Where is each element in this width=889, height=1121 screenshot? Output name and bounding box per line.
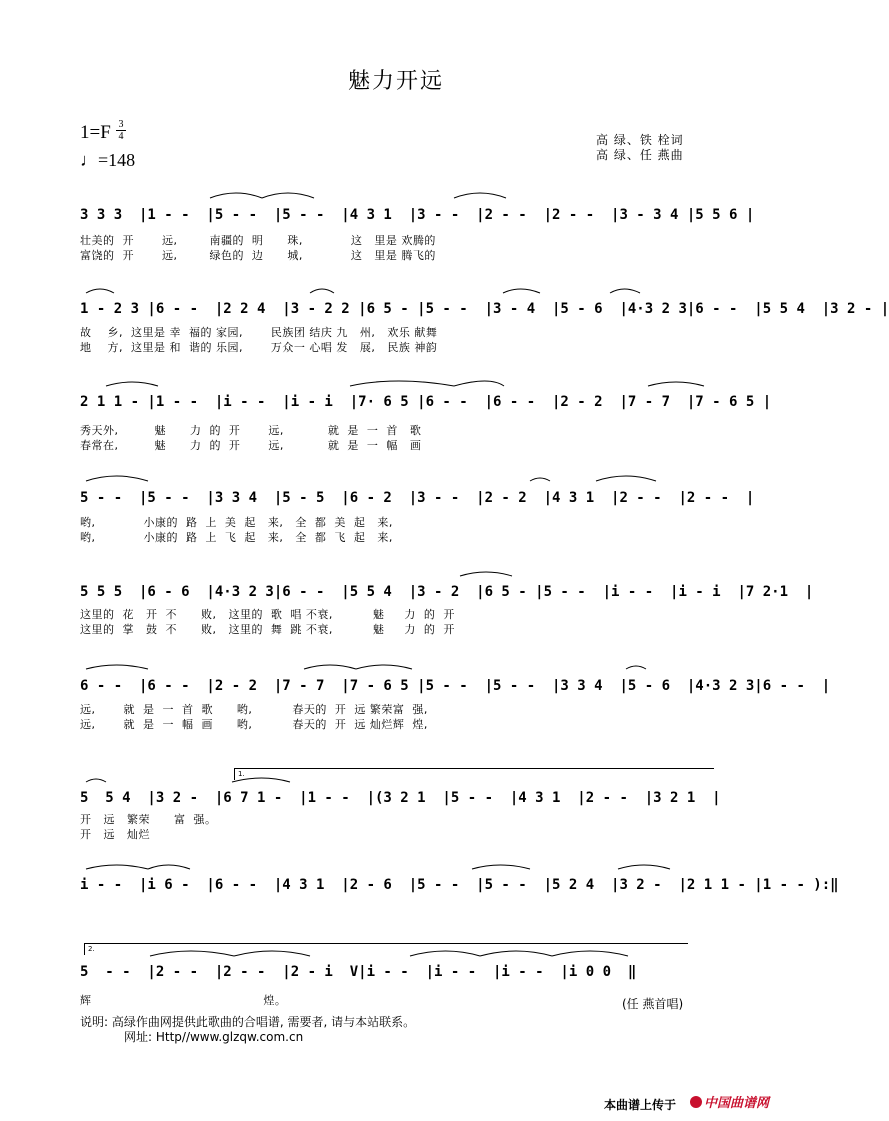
lyric-verse-1: 秀天外, 魅 力 的 开 远, 就 是 一 首 歌 <box>80 424 422 437</box>
first-ending-bracket <box>234 768 714 769</box>
composer-credit: 高 绿、任 燕曲 <box>596 148 684 162</box>
notation-line: 5 - - |5 - - |3 3 4 |5 - 5 |6 - 2 |3 - - |2 - 2 |4 3 1 |2 - - |2 - - | <box>80 490 755 506</box>
lyric-verse-1: 辉 煌。 <box>80 994 287 1007</box>
lyric-verse-1: 哟, 小康的 路 上 美 起 来, 全 都 美 起 来, <box>80 516 393 529</box>
lyric-verse-2: 远, 就 是 一 幅 画 哟, 春天的 开 远 灿烂辉 煌, <box>80 718 428 731</box>
key-signature: 1=F <box>80 122 111 143</box>
notation-line: 2 1 1 - |1 - - |i - - |i - i |7· 6 5 |6 - - |6 - - |2 - 2 |7 - 7 |7 - 6 5 | <box>80 394 772 410</box>
song-title: 魅力开远 <box>347 69 444 94</box>
lyric-verse-2: 开 远 灿烂 <box>80 828 150 841</box>
first-ending-mark: 1. <box>238 770 245 778</box>
notation-line: 3 3 3 |1 - - |5 - - |5 - - |4 3 1 |3 - - |2 - - |2 - - |3 - 3 4 |5 5 6 | <box>80 207 755 223</box>
second-ending-bracket <box>84 943 688 944</box>
notation-line: 5 - - |2 - - |2 - - |2 - i V|i - - |i - - |i - - |i 0 0 ‖ <box>80 964 637 980</box>
lyric-verse-1: 开 远 繁荣 富 强。 <box>80 813 217 826</box>
lyric-verse-2: 地 方, 这里是 和 谐的 乐园, 万众一 心唱 发 展, 民族 神韵 <box>80 341 438 354</box>
lyric-verse-1: 远, 就 是 一 首 歌 哟, 春天的 开 远 繁荣富 强, <box>80 703 428 716</box>
lyricist-credit: 高 绿、铁 栓词 <box>596 133 684 147</box>
footnote-description: 说明: 高绿作曲网提供此歌曲的合唱谱, 需要者, 请与本站联系。 <box>80 1015 416 1029</box>
lyric-verse-1: 这里的 花 开 不 败, 这里的 歌 唱 不衰, 魅 力 的 开 <box>80 608 455 621</box>
upload-label: 本曲谱上传于 <box>604 1098 677 1112</box>
time-signature <box>116 119 126 142</box>
notation-line: 5 5 5 |6 - 6 |4·3 2 3|6 - - |5 5 4 |3 - 2 |6 5 - |5 - - |i - - |i - i |7 2·1 | <box>80 584 814 600</box>
lyric-verse-2: 富饶的 开 远, 绿色的 边 城, 这 里是 腾飞的 <box>80 249 436 262</box>
notation-line: 5 5 4 |3 2 - |6 7 1 - |1 - - |(3 2 1 |5 - - |4 3 1 |2 - - |3 2 1 | <box>80 790 721 806</box>
credits <box>596 133 684 163</box>
lyric-verse-1: 壮美的 开 远, 南疆的 明 珠, 这 里是 欢腾的 <box>80 234 436 247</box>
lyric-verse-2: 这里的 掌 鼓 不 败, 这里的 舞 跳 不衰, 魅 力 的 开 <box>80 623 455 636</box>
first-ending-bracket-edge <box>234 768 235 780</box>
site-logo-text: 中国曲谱网 <box>704 1096 770 1111</box>
second-ending-mark: 2. <box>88 945 95 953</box>
singer-credit: (任 燕首唱) <box>622 997 684 1011</box>
notation-line: 6 - - |6 - - |2 - 2 |7 - 7 |7 - 6 5 |5 - - |5 - - |3 3 4 |5 - 6 |4·3 2 3|6 - - | <box>80 678 831 694</box>
second-ending-bracket-edge <box>84 943 85 955</box>
logo-ball-icon <box>690 1096 702 1108</box>
lyric-verse-2: 春常在, 魅 力 的 开 远, 就 是 一 幅 画 <box>80 439 422 452</box>
footnote <box>80 1015 415 1045</box>
notation-line: i - - |i 6 - |6 - - |4 3 1 |2 - 6 |5 - - |5 - - |5 2 4 |3 2 - |2 1 1 - |1 - - ):‖ <box>80 877 839 893</box>
lyric-verse-2: 哟, 小康的 路 上 飞 起 来, 全 都 飞 起 来, <box>80 531 393 544</box>
meter-top: 3 <box>116 119 126 131</box>
lyric-verse-1: 故 乡, 这里是 幸 福的 家园, 民族团 结庆 九 州, 欢乐 献舞 <box>80 326 438 339</box>
notation-line: 1 - 2 3 |6 - - |2 2 4 |3 - 2 2 |6 5 - |5 - - |3 - 4 |5 - 6 |4·3 2 3|6 - - |5 5 4 |3 2 - | <box>80 301 889 317</box>
meter-bottom: 4 <box>118 131 124 142</box>
tempo-marking: ♩=148 <box>80 150 136 170</box>
footnote-url: 网址: Http//www.glzqw.com.cn <box>124 1030 304 1044</box>
site-logo[interactable] <box>690 1092 769 1111</box>
